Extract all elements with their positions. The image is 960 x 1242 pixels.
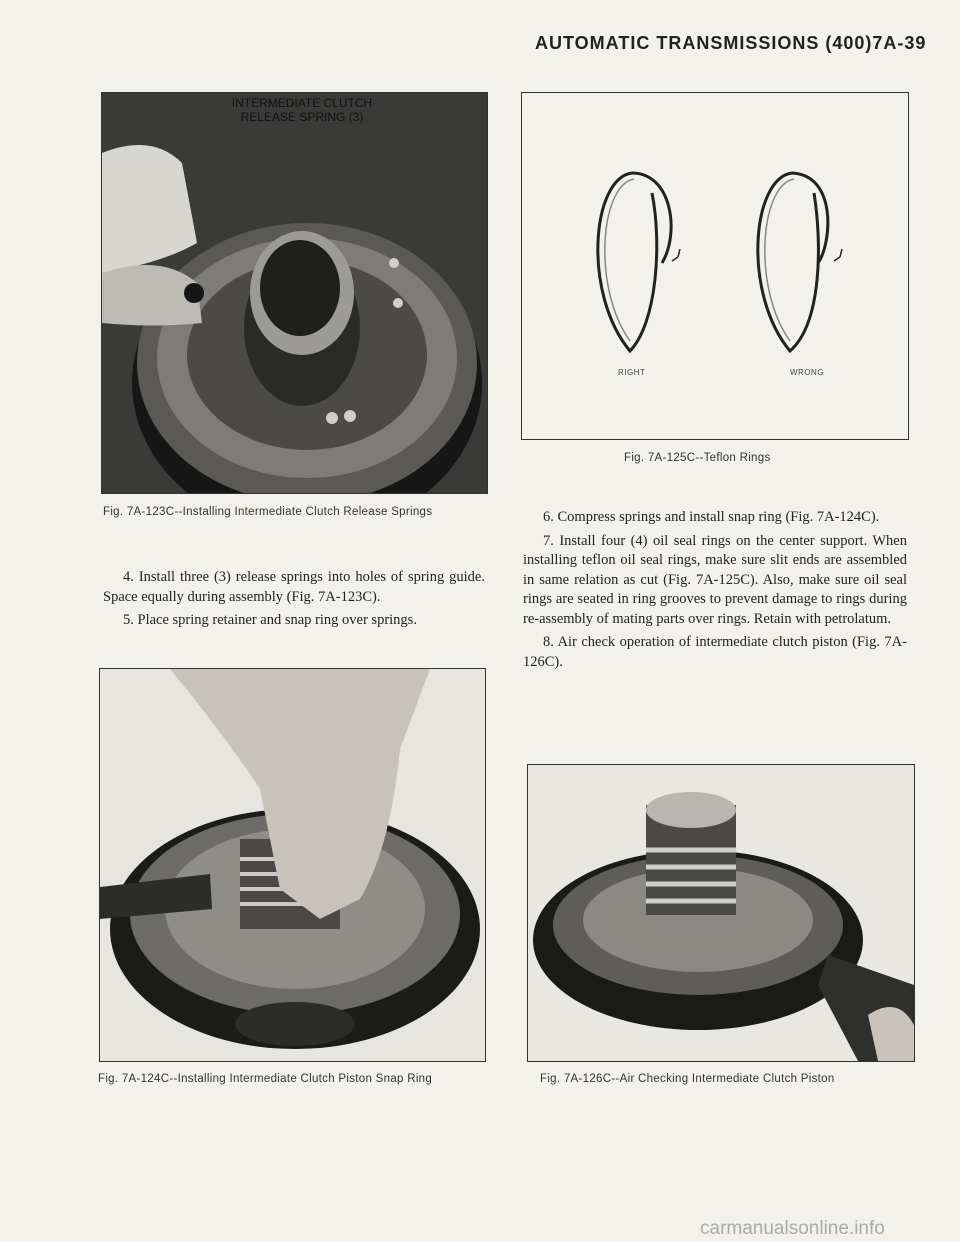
step-7: 7. Install four (4) oil seal rings on the center support. When installing teflon oil seal rings, make sure slit ends are assembled in same relation as cut (Fig. 7A-125C). Also, make sure oil seal rings are seated in ring grooves to prevent damage to rings during re-assembly of mating parts over rings. Retain with petrolatum. [523, 532, 907, 627]
ring-label-right: RIGHT [618, 368, 646, 377]
page-header: AUTOMATIC TRANSMISSIONS (400)7A-39 [535, 33, 927, 53]
photo-piston-snap-ring [99, 668, 486, 1062]
teflon-rings-illustration [522, 93, 908, 439]
callout-label [220, 96, 384, 124]
figure-teflon-rings [521, 92, 909, 440]
clutch-housing-illustration [102, 93, 487, 493]
figure-caption-123: Fig. 7A-123C--Installing Intermediate Clutch Release Springs [103, 506, 433, 518]
photo-air-check [527, 764, 915, 1062]
air-check-illustration [528, 765, 914, 1061]
ring-label-wrong: WRONG [790, 368, 825, 377]
step-6: 6. Compress springs and install snap ring (Fig. 7A-124C). [543, 509, 880, 525]
step-5: 5. Place spring retainer and snap ring over springs. [123, 612, 417, 628]
figure-caption-126: Fig. 7A-126C--Air Checking Intermediate Clutch Piston [540, 1073, 835, 1085]
left-text-column [103, 568, 485, 635]
figure-caption-125: Fig. 7A-125C--Teflon Rings [624, 452, 771, 464]
snap-ring-illustration [100, 669, 485, 1061]
watermark-footer: carmanualsonline.info [700, 1218, 885, 1239]
callout-line-1: INTERMEDIATE CLUTCH [231, 96, 373, 110]
callout-line-2: RELEASE SPRING (3) [240, 110, 364, 124]
right-text-column [523, 508, 907, 676]
figure-caption-124: Fig. 7A-124C--Installing Intermediate Clutch Piston Snap Ring [98, 1073, 433, 1085]
step-4: 4. Install three (3) release springs into holes of spring guide. Space equally during assembly (Fig. 7A-123C). [103, 569, 485, 605]
photo-release-springs [101, 92, 488, 494]
step-8: 8. Air check operation of intermediate clutch piston (Fig. 7A-126C). [523, 634, 907, 670]
